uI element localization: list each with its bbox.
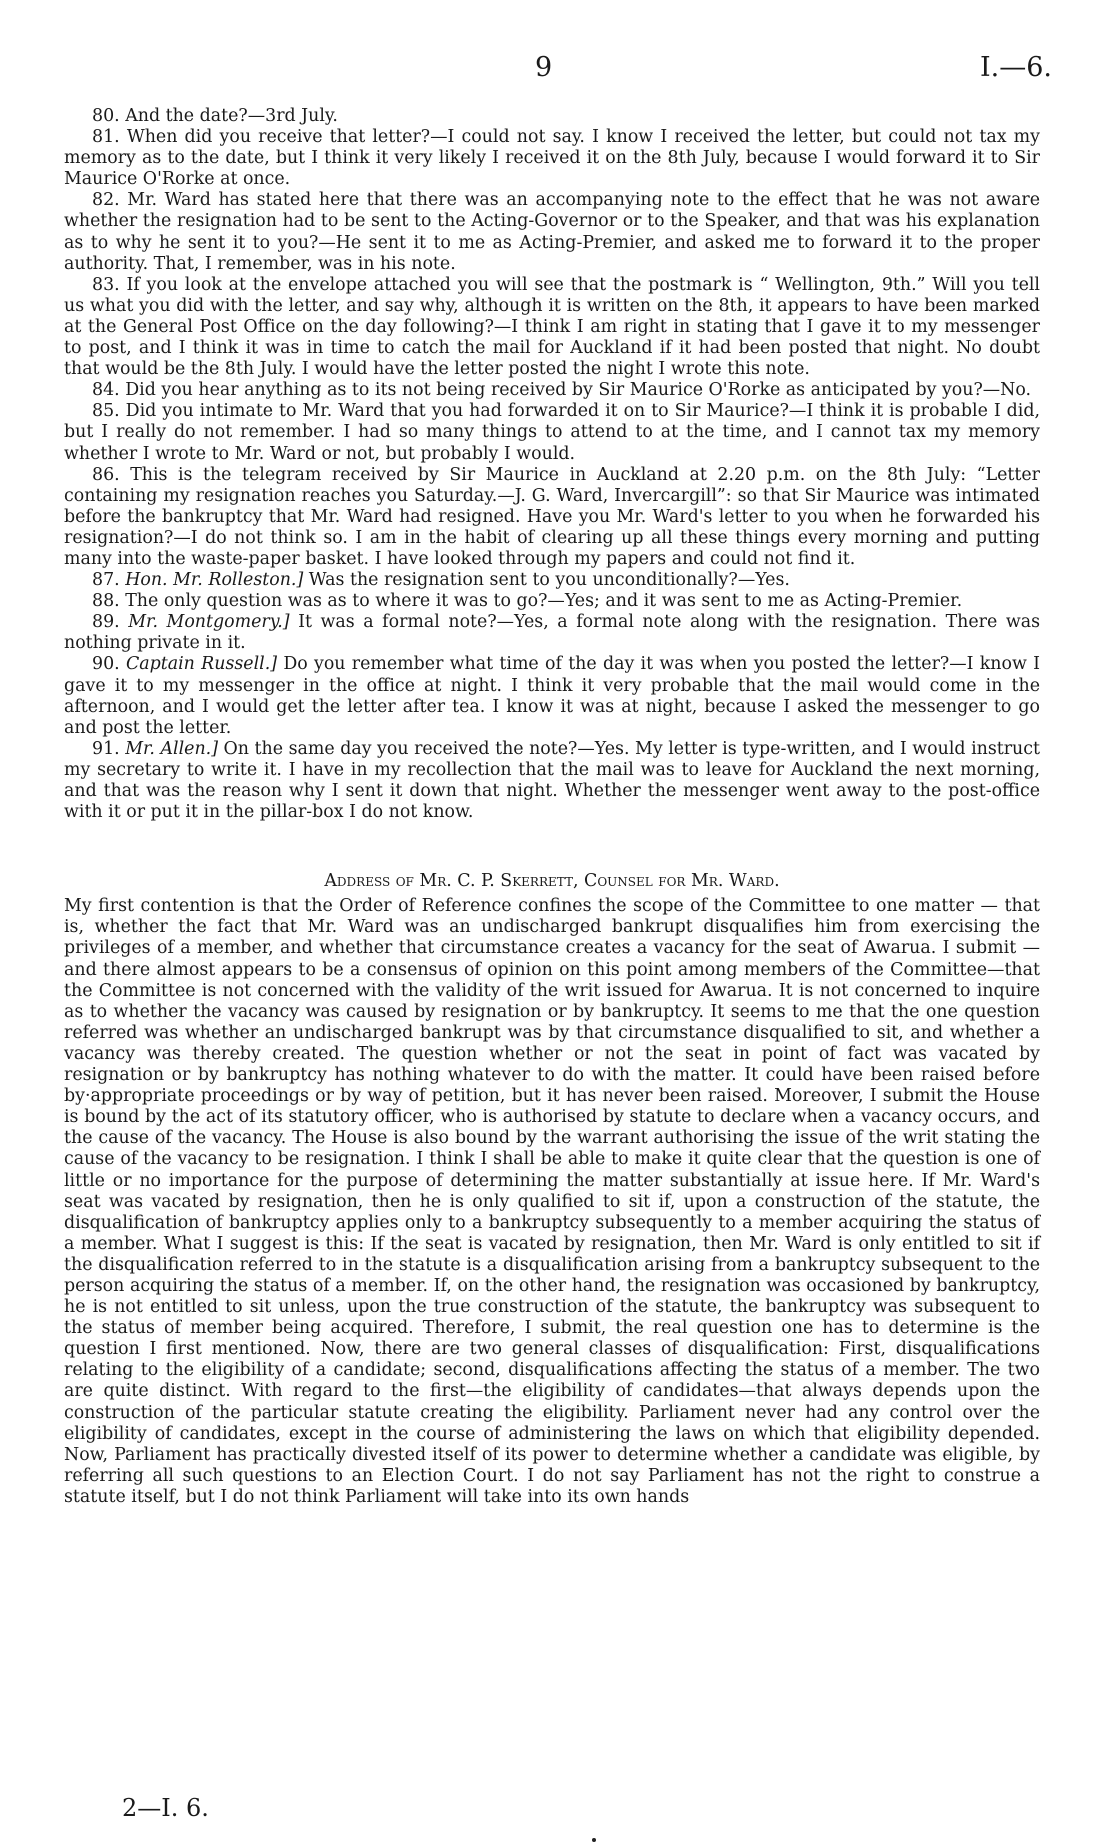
question-number: 83. [92, 274, 120, 295]
qa-text: It was a formal note?—Yes, a formal note along with the resignation. There was nothing private in it. [64, 612, 1040, 654]
page-number: 9 [535, 52, 553, 83]
qa-text: This is the telegram received by Sir Maurice in Auckland at 2.20 p.m. on the 8th July: “Letter containing my resignation reaches you Saturday.—J. G. Ward, Invercargill”: so that Sir Maurice was intimated before the bankruptcy that Mr. Ward had resigned. Have you Mr. Ward's letter to you when he forwarded his resignation?—I do not think so. I am in the habit of clearing up all these things every morning and putting many into the waste-paper basket. I have looked through my papers and could not find it. [64, 464, 1040, 569]
qa-paragraph [64, 739, 1040, 823]
qa-text: Do you remember what time of the day it was when you posted the letter?—I know I gave it to my messenger in the office at night. I think it very probable that the mail would come in the afternoon, and I would get the letter after tea. I know it was at night, because I asked the messenger to go and post the letter. [64, 654, 1040, 738]
qa-paragraph [64, 401, 1040, 464]
question-number: 80. [92, 106, 120, 126]
question-number: 88. [92, 591, 120, 612]
speaker-name: Captain Russell.] [125, 654, 278, 675]
qa-text: Did you hear anything as to its not being received by Sir Maurice O'Rorke as anticipated by you?—No. [125, 380, 1032, 401]
address-heading: Address of Mr. C. P. Skerrett, Counsel for Mr. Ward. [324, 871, 780, 892]
question-number: 85. [92, 401, 120, 422]
qa-text: On the same day you received the note?—Yes. My letter is type-written, and I would instruct my secretary to write it. I have in my recollection that the mail was to leave for Auckland the next morning, and that was the reason why I sent it down that night. Whether the messenger went away to the post-office with it or put it in the pillar-box I do not know. [64, 738, 1040, 823]
qa-paragraph [64, 570, 1040, 591]
question-number: 86. [92, 464, 120, 485]
question-number: 89. [92, 612, 120, 633]
speaker-name: Hon. Mr. Rolleston.] [125, 570, 304, 591]
qa-paragraph [64, 106, 1040, 127]
ink-speck [592, 1838, 596, 1842]
qa-paragraph [64, 654, 1040, 738]
qa-text: Did you intimate to Mr. Ward that you had forwarded it on to Sir Maurice?—I think it is probable I did, but I really do not remember. I had so many things to attend to at the time, and I cannot tax my memory whether I wrote to Mr. Ward or not, but probably I would. [64, 401, 1040, 464]
question-number: 91. [92, 738, 120, 759]
address-body: My first contention is that the Order of Reference confines the scope of the Committee to one matter — that is, whether the fact that Mr. Ward was an undischarged bankrupt disqualifies him from exercising the privileges of a member, and whether that circumstance creates a vacancy for the seat of Awarua. I submit — and there almost appears to be a consensus of opinion on this point among members of the Committee—that the Committee is not concerned with the validity of the writ issued for Awarua. It is not concerned to inquire as to whether the vacancy was caused by resignation or by bankruptcy. It seems to me that the one question referred was whether an undischarged bankrupt was by that circumstance disqualified to sit, and whether a vacancy was thereby created. The question whether or not the seat in point of fact was vacated by resignation or by bankruptcy has nothing whatever to do with the matter. It could have been raised before by·appropriate proceedings or by way of petition, but it has never been raised. Moreover, I submit the House is bound by the act of its statutory officer, who is authorised by statute to declare when a vacancy occurs, and the cause of the vacancy. The House is also bound by the warrant authorising the issue of the writ stating the cause of the vacancy to be resignation. I think I shall be able to make it quite clear that the question is one of little or no importance for the purpose of determining the matter substantially at issue here. If Mr. Ward's seat was vacated by resignation, then he is only qualified to sit if, upon a construction of the statute, the disqualification of bankruptcy applies only to a bankruptcy subsequently to a member acquiring the status of a member. What I suggest is this: If the seat is vacated by resignation, then Mr. Ward is only entitled to sit if the disqualification referred to in the statute is a disqualification arising from a bankruptcy subsequent to the person acquiring the status of a member. If, on the other hand, the resignation was occasioned by bankruptcy, he is not entitled to sit unless, upon the true construction of the statute, the bankruptcy was subsequent to the status of member being acquired. Therefore, I submit, the real question one has to determine is the question I first mentioned. Now, there are two general classes of disqualification: First, disqualifications relating to the eligibility of a candidate; second, disqualifications affecting the status of a member. The two are quite distinct. With regard to the first—the eligibility of candidates—that always depends upon the construction of the particular statute creating the eligibility. Parliament never had any control over the eligibility of candidates, except in the course of administering the laws on which that eligibility depended. Now, Parliament has practically divested itself of its power to determine whether a candidate was eligible, by referring all such questions to an Election Court. I do not say Parliament has not the right to construe a statute itself, but I do not think Parliament will take into its own hands [64, 896, 1040, 1507]
qa-paragraph [64, 612, 1040, 654]
qa-text: If you look at the envelope attached you will see that the postmark is “ Wellington, 9th.” Will you tell us what you did with the letter, and say why, although it is written on the 8th, it appears to have been marked at the General Post Office on the day following?—I think I am right in stating that I gave it to my messenger to post, and I think it was in time to catch the mail for Auckland if it had been posted that night. No doubt that would be the 8th July. I would have the letter posted the night I wrote this note. [64, 274, 1040, 380]
speaker-name: Mr. Montgomery.] [128, 612, 290, 633]
qa-paragraph [64, 127, 1040, 190]
qa-paragraph [64, 190, 1040, 274]
qa-text: When did you receive that letter?—I could not say. I know I received the letter, but could not tax my memory as to the date, but I think it very likely I received it on the 8th July, because I would forward it to Sir Maurice O'Rorke at once. [64, 127, 1040, 190]
qa-text: And the date?—3rd July. [125, 106, 338, 126]
paper-reference: I.—6. [980, 52, 1053, 83]
question-number: 81. [92, 127, 120, 148]
signature-mark: 2—I. 6. [122, 1794, 209, 1822]
document-body [64, 106, 1040, 1508]
qa-paragraph [64, 380, 1040, 401]
question-number: 90. [92, 654, 120, 675]
qa-text: Was the resignation sent to you unconditionally?—Yes. [308, 570, 790, 591]
qa-text: Mr. Ward has stated here that there was an accompanying note to the effect that he was not aware whether the resignation had to be sent to the Acting-Governor or to the Speaker, and that was his explanation as to why he sent it to you?—He sent it to me as Acting-Premier, and asked me to forward it to the proper authority. That, I remember, was in his note. [64, 190, 1040, 274]
qa-paragraph [64, 465, 1040, 570]
question-number: 82. [92, 190, 120, 211]
question-number: 84. [92, 380, 120, 401]
question-number: 87. [92, 570, 120, 591]
qa-paragraph [64, 275, 1040, 380]
qa-text: The only question was as to where it was to go?—Yes; and it was sent to me as Acting-Premier. [125, 591, 963, 612]
speaker-name: Mr. Allen.] [125, 738, 218, 759]
qa-paragraph [64, 591, 1040, 612]
